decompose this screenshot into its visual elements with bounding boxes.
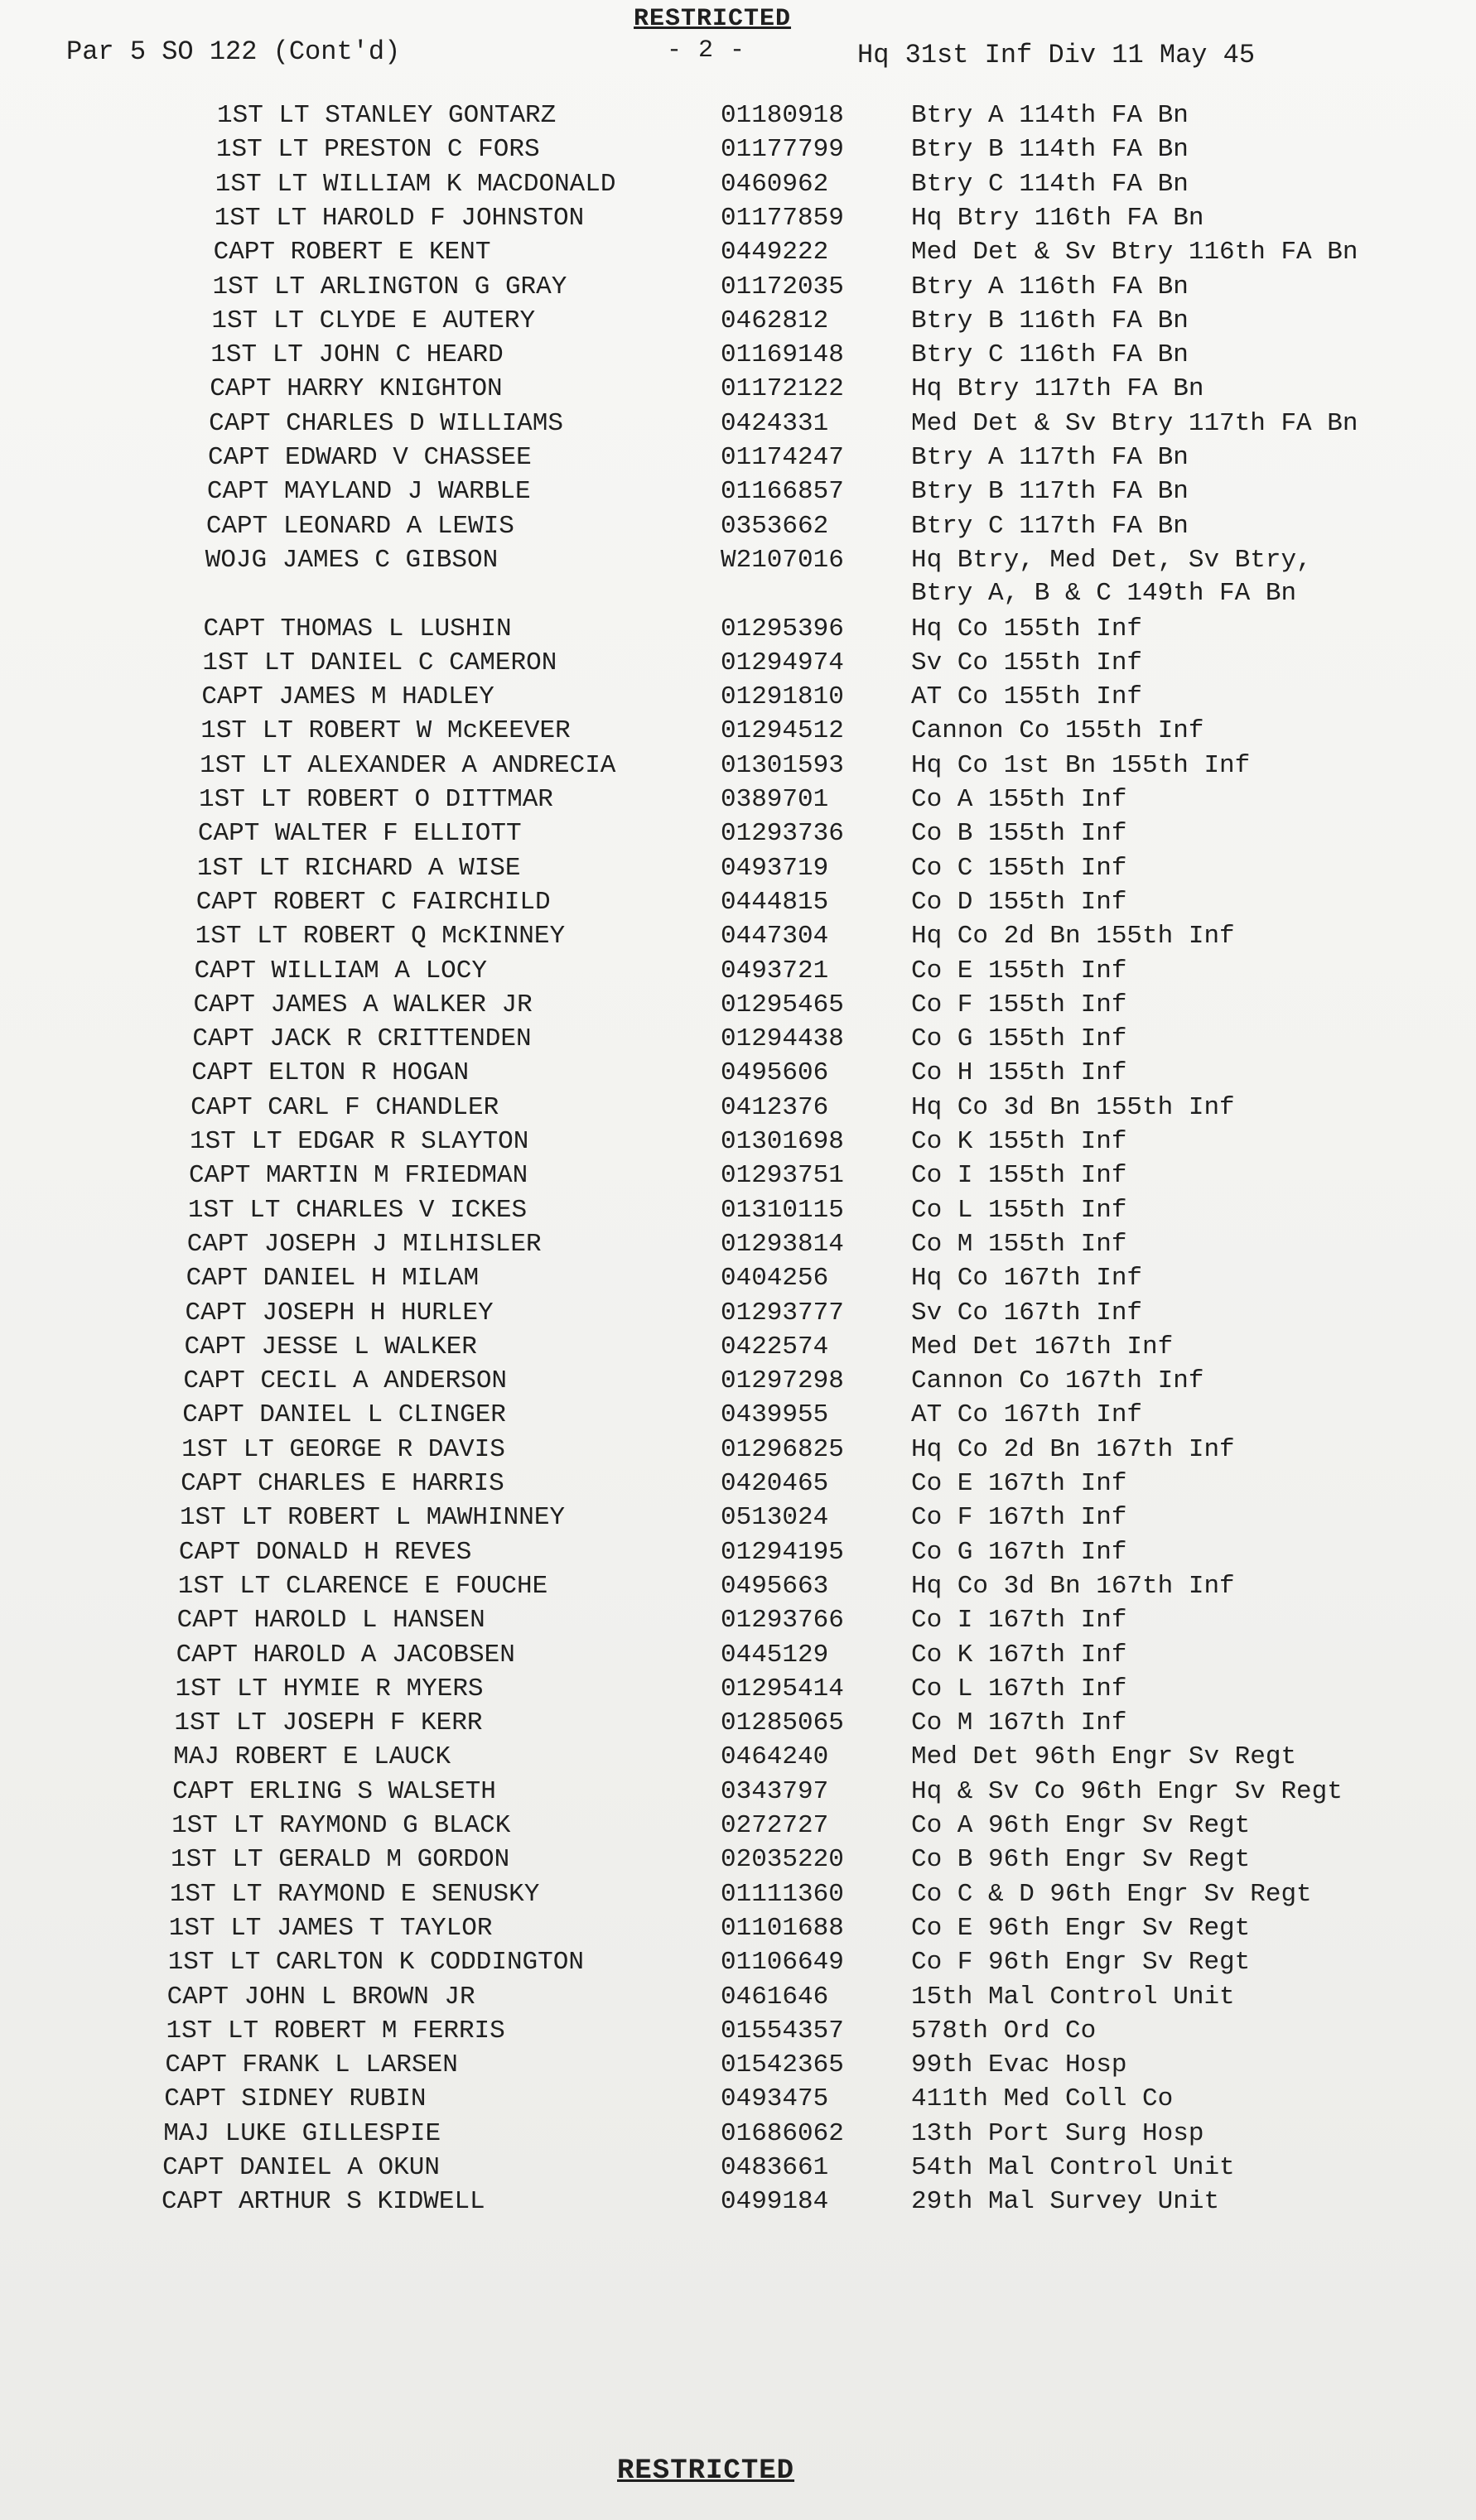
assigned-unit: Co D 155th Inf [910,887,1127,917]
assigned-unit: Hq Btry 116th FA Bn [910,203,1204,233]
serial-number: 01285065 [720,1708,844,1738]
assigned-unit: Co F 96th Engr Sv Regt [910,1948,1251,1978]
assigned-unit: Co E 155th Inf [910,956,1127,985]
roster-row [164,2083,1459,2116]
assigned-unit: Co E 167th Inf [910,1469,1127,1498]
assigned-unit: Hq Co 2d Bn 167th Inf [910,1434,1235,1464]
roster-row [175,1673,1459,1706]
roster-row [214,236,1459,269]
officer-name: CAPT JOSEPH J MILHISLER [186,1229,542,1259]
assigned-unit: Med Det 96th Engr Sv Regt [910,1742,1297,1772]
serial-number: 01177799 [720,135,844,165]
serial-number: 0462812 [720,306,829,335]
serial-number: 0389701 [720,785,829,814]
assigned-unit: Cannon Co 155th Inf [910,716,1204,746]
assigned-unit: Co A 155th Inf [910,785,1127,814]
roster-row [195,955,1459,988]
serial-number: 01686062 [720,2118,844,2148]
roster-row [197,852,1459,885]
restricted-footer: RESTRICTED [617,2455,795,2487]
roster-row [174,1707,1459,1740]
roster-row [181,1433,1459,1467]
roster-row [182,1399,1459,1432]
serial-number: 01294195 [720,1537,844,1567]
assigned-unit: Med Det & Sv Btry 116th FA Bn [910,238,1358,267]
roster-row [183,1365,1459,1398]
headquarters-date: Hq 31st Inf Div 11 May 45 [857,40,1256,70]
roster-row [187,1228,1459,1261]
officer-name: 1ST LT RICHARD A WISE [196,853,521,883]
serial-number: 0493475 [720,2084,829,2114]
officer-name: WOJG JAMES C GIBSON [205,545,499,575]
officer-name: CAPT JOHN L BROWN JR [166,1982,475,2012]
roster-row [193,989,1459,1022]
serial-number: 0439955 [720,1400,829,1430]
roster-row [162,2185,1459,2219]
roster-row [201,681,1459,714]
assigned-unit: Med Det 167th Inf [910,1332,1174,1361]
assigned-unit: Btry C 116th FA Bn [910,340,1189,370]
officer-name: 1ST LT ROBERT L MAWHINNEY [179,1503,566,1533]
assigned-unit: Co I 155th Inf [910,1161,1127,1191]
officer-name: 1ST LT JOHN C HEARD [210,340,504,370]
officer-name: 1ST LT JOSEPH F KERR [174,1708,483,1738]
assigned-unit: 29th Mal Survey Unit [911,2187,1220,2217]
assigned-unit: Co M 155th Inf [910,1229,1127,1259]
assigned-unit: Co M 167th Inf [910,1708,1127,1738]
assigned-unit: Hq Btry 117th FA Bn [910,374,1204,404]
roster-row [205,544,1459,608]
serial-number: 01295414 [720,1674,844,1703]
roster-row [173,1741,1459,1774]
officer-name: 1ST LT RAYMOND G BLACK [171,1811,511,1840]
serial-number: 0447304 [720,922,829,952]
officer-name: 1ST LT ARLINGTON G GRAY [212,272,567,301]
roster-row [210,339,1459,372]
roster-row [186,1297,1459,1330]
officer-name: CAPT DANIEL L CLINGER [182,1400,506,1430]
serial-number: 0483661 [720,2153,829,2182]
roster-row [186,1262,1459,1295]
serial-number: 01169148 [720,340,844,370]
roster-row [179,1536,1459,1569]
serial-number: 01294512 [720,716,844,746]
assigned-unit: Co G 155th Inf [910,1024,1127,1054]
officer-name: 1ST LT CLYDE E AUTERY [211,306,536,335]
roster-row [181,1467,1459,1501]
assigned-unit: AT Co 155th Inf [910,682,1143,712]
serial-number: 0343797 [720,1776,829,1806]
officer-name: CAPT ELTON R HOGAN [191,1058,470,1088]
officer-name: CAPT CECIL A ANDERSON [183,1366,508,1396]
officer-name: CAPT HAROLD A JACOBSEN [176,1640,515,1670]
serial-number: 01293736 [720,819,844,849]
assigned-unit: Co H 155th Inf [910,1058,1127,1088]
officer-name: CAPT JACK R CRITTENDEN [192,1024,532,1054]
assigned-unit: Med Det & Sv Btry 117th FA Bn [910,408,1358,438]
assigned-unit: Hq Btry, Med Det, Sv Btry, [910,545,1312,575]
roster-row [198,817,1459,850]
assigned-unit: Hq Co 3d Bn 167th Inf [910,1571,1235,1601]
assigned-unit: Co C & D 96th Engr Sv Regt [910,1879,1312,1909]
assigned-unit: Co K 155th Inf [910,1127,1127,1156]
serial-number: 02035220 [720,1845,844,1875]
officer-name: 1ST LT ROBERT O DITTMAR [199,785,553,814]
officer-name: CAPT MARTIN M FRIEDMAN [188,1161,528,1191]
serial-number: 0404256 [720,1264,829,1294]
roster-row [180,1501,1459,1535]
assigned-unit: Co B 155th Inf [910,819,1127,849]
officer-name: CAPT ROBERT E KENT [213,238,491,267]
serial-number: 0444815 [720,887,829,917]
assigned-unit: Cannon Co 167th Inf [910,1366,1204,1396]
roster-row [208,441,1459,475]
serial-number: 01293766 [720,1606,844,1636]
assigned-unit: Btry A 116th FA Bn [910,272,1189,301]
officer-name: CAPT JOSEPH H HURLEY [185,1298,494,1327]
officer-name: CAPT JAMES A WALKER JR [193,990,533,1019]
officer-name: CAPT CARL F CHANDLER [191,1092,499,1122]
officer-name: CAPT JAMES M HADLEY [201,682,494,712]
officer-name: 1ST LT GERALD M GORDON [170,1845,510,1875]
serial-number: 0412376 [720,1092,829,1122]
serial-number: 0495663 [720,1571,829,1601]
officer-name: CAPT ERLING S WALSETH [172,1776,496,1806]
assigned-unit: Co K 167th Inf [910,1640,1127,1670]
assigned-unit: AT Co 167th Inf [910,1400,1143,1430]
officer-name: CAPT CHARLES D WILLIAMS [209,408,563,438]
officer-name: CAPT ARTHUR S KIDWELL [162,2187,485,2217]
serial-number: 01172122 [720,374,844,404]
serial-number: 01293814 [720,1229,844,1259]
assigned-unit: Co G 167th Inf [910,1537,1127,1567]
assigned-unit: Co L 155th Inf [910,1195,1127,1225]
roster-row [169,1912,1459,1945]
serial-number: 01291810 [720,682,844,712]
officer-name: CAPT DANIEL A OKUN [162,2153,440,2182]
roster-row [217,99,1459,133]
officer-name: 1ST LT STANLEY GONTARZ [217,101,557,130]
assigned-unit: Co A 96th Engr Sv Regt [910,1811,1251,1840]
roster-row [165,2049,1459,2082]
officer-name: MAJ ROBERT E LAUCK [173,1742,451,1772]
serial-number: 01295465 [720,990,844,1019]
officer-name: 1ST LT ROBERT W McKEEVER [200,716,571,746]
roster-row [189,1159,1459,1193]
assigned-unit: Sv Co 155th Inf [910,648,1143,677]
serial-number: 0272727 [720,1811,829,1840]
assigned-unit: Btry B 117th FA Bn [910,477,1189,507]
order-reference: Par 5 SO 122 (Cont'd) [66,36,401,67]
serial-number: 01297298 [720,1366,844,1396]
assigned-unit: Btry B 114th FA Bn [910,135,1189,165]
serial-number: 01172035 [720,272,844,301]
officer-name: 1ST LT CLARENCE E FOUCHE [177,1571,548,1601]
assigned-unit: Btry C 114th FA Bn [910,169,1189,199]
officer-name: CAPT CHARLES E HARRIS [181,1469,504,1498]
serial-number: 0424331 [720,408,829,438]
officer-name: CAPT WILLIAM A LOCY [194,956,487,985]
roster-row [199,783,1459,817]
serial-number: 01293751 [720,1161,844,1191]
roster-row [200,715,1459,748]
serial-number: 01101688 [720,1913,844,1943]
officer-name: CAPT DANIEL H MILAM [186,1264,480,1294]
officer-roster [0,99,1476,2418]
serial-number: 0449222 [720,238,829,267]
serial-number: 01295396 [720,614,844,643]
serial-number: 01166857 [720,477,844,507]
assigned-unit: Hq Co 3d Bn 155th Inf [910,1092,1235,1122]
roster-row [195,920,1459,953]
assigned-unit: Btry B 116th FA Bn [910,306,1189,335]
serial-number: W2107016 [720,545,844,575]
serial-number: 01301698 [720,1127,844,1156]
serial-number: 0422574 [720,1332,829,1361]
officer-name: 1ST LT HAROLD F JOHNSTON [214,203,585,233]
officer-name: CAPT MAYLAND J WARBLE [206,477,531,507]
serial-number: 0493719 [720,853,829,883]
roster-row [215,168,1459,201]
officer-name: CAPT EDWARD V CHASSEE [208,443,532,472]
roster-row [213,271,1459,304]
serial-number: 01180918 [721,101,844,130]
officer-name: 1ST LT HYMIE R MYERS [175,1674,484,1703]
officer-name: 1ST LT EDGAR R SLAYTON [190,1127,529,1156]
assigned-unit: Co F 155th Inf [910,990,1127,1019]
roster-row [190,1125,1459,1159]
officer-name: CAPT ROBERT C FAIRCHILD [195,887,551,917]
roster-row [163,2118,1459,2151]
assigned-unit: Sv Co 167th Inf [910,1298,1143,1327]
officer-name: CAPT LEONARD A LEWIS [205,511,514,541]
roster-row [192,1023,1459,1056]
officer-name: 1ST LT ROBERT Q McKINNEY [195,922,566,952]
serial-number: 0445129 [720,1640,829,1670]
officer-name: 1ST LT ALEXANDER A ANDRECIA [200,750,616,780]
officer-name: 1ST LT JAMES T TAYLOR [168,1913,493,1943]
roster-row [170,1878,1459,1911]
serial-number: 01301593 [720,750,844,780]
roster-row [162,2151,1459,2185]
roster-row [207,475,1459,508]
assigned-unit-continuation: Btry A, B & C 149th FA Bn [910,578,1297,608]
roster-row [166,2015,1459,2048]
roster-row [210,373,1459,406]
officer-name: MAJ LUKE GILLESPIE [163,2118,441,2148]
assigned-unit: 54th Mal Control Unit [910,2153,1235,2182]
roster-row [215,202,1459,235]
officer-name: 1ST LT RAYMOND E SENUSKY [169,1879,540,1909]
restricted-header: RESTRICTED [634,5,792,33]
serial-number: 0353662 [720,511,829,541]
serial-number: 0420465 [720,1469,829,1498]
roster-row [178,1570,1459,1603]
assigned-unit: Hq Co 1st Bn 155th Inf [910,750,1251,780]
roster-row [202,647,1459,680]
assigned-unit: Co L 167th Inf [910,1674,1127,1703]
officer-name: 1ST LT CARLTON K CODDINGTON [167,1948,584,1978]
assigned-unit: Co F 167th Inf [910,1503,1127,1533]
officer-name: CAPT SIDNEY RUBIN [164,2084,427,2114]
roster-row [191,1057,1459,1090]
roster-row [188,1194,1459,1227]
serial-number: 01554357 [720,2016,844,2045]
assigned-unit: Btry A 114th FA Bn [911,101,1189,130]
officer-name: 1ST LT WILLIAM K MACDONALD [215,169,616,199]
serial-number: 01310115 [720,1195,844,1225]
assigned-unit: Co E 96th Engr Sv Regt [910,1913,1251,1943]
officer-name: CAPT HAROLD L HANSEN [176,1606,485,1636]
assigned-unit: 15th Mal Control Unit [910,1982,1235,2012]
officer-name: CAPT HARRY KNIGHTON [210,374,503,404]
assigned-unit: Co B 96th Engr Sv Regt [910,1845,1251,1875]
roster-row [216,133,1459,166]
page-number: - 2 - [667,36,746,65]
serial-number: 0461646 [720,1982,829,2012]
serial-number: 01174247 [720,443,844,472]
serial-number: 01294438 [720,1024,844,1054]
serial-number: 0495606 [720,1058,829,1088]
assigned-unit: Co I 167th Inf [910,1606,1127,1636]
assigned-unit: 13th Port Surg Hosp [910,2118,1204,2148]
roster-row [176,1639,1459,1672]
officer-name: 1ST LT GEORGE R DAVIS [181,1434,505,1464]
serial-number: 01293777 [720,1298,844,1327]
officer-name: CAPT WALTER F ELLIOTT [197,819,522,849]
roster-row [177,1604,1459,1637]
roster-row [196,886,1459,919]
serial-number: 0513024 [720,1503,829,1533]
officer-name: 1ST LT CHARLES V ICKES [187,1195,528,1225]
roster-row [200,749,1459,783]
serial-number: 0460962 [720,169,829,199]
roster-row [211,305,1459,338]
roster-row [171,1809,1459,1843]
roster-row [172,1776,1459,1809]
assigned-unit: Hq Co 155th Inf [910,614,1143,643]
serial-number: 0464240 [720,1742,829,1772]
officer-name: CAPT JESSE L WALKER [184,1332,477,1361]
roster-row [171,1843,1459,1877]
serial-number: 01294974 [720,648,844,677]
assigned-unit: Hq & Sv Co 96th Engr Sv Regt [910,1776,1343,1806]
assigned-unit: Btry C 117th FA Bn [910,511,1189,541]
assigned-unit: Co C 155th Inf [910,853,1127,883]
assigned-unit: Hq Co 2d Bn 155th Inf [910,922,1235,952]
serial-number: 01296825 [720,1434,844,1464]
roster-row [191,1091,1459,1125]
serial-number: 01542365 [720,2050,844,2080]
serial-number: 01106649 [720,1948,844,1978]
officer-name: 1ST LT ROBERT M FERRIS [166,2016,505,2045]
assigned-unit: Btry A 117th FA Bn [910,443,1189,472]
roster-row [184,1331,1459,1364]
assigned-unit: 99th Evac Hosp [910,2050,1127,2080]
assigned-unit: 578th Ord Co [910,2016,1097,2045]
officer-name: CAPT DONALD H REVES [178,1537,472,1567]
officer-name: 1ST LT DANIEL C CAMERON [202,648,557,677]
roster-row [167,1981,1459,2014]
assigned-unit: 411th Med Coll Co [910,2084,1174,2114]
serial-number: 01111360 [720,1879,844,1909]
officer-name: CAPT FRANK L LARSEN [165,2050,458,2080]
roster-row [168,1946,1459,1979]
roster-row [206,510,1459,543]
assigned-unit: Hq Co 167th Inf [910,1264,1143,1294]
serial-number: 0493721 [720,956,829,985]
officer-name: 1ST LT PRESTON C FORS [215,135,540,165]
officer-name: CAPT THOMAS L LUSHIN [203,614,512,643]
roster-row [204,613,1459,646]
serial-number: 01177859 [720,203,844,233]
roster-row [209,407,1459,441]
serial-number: 0499184 [721,2187,829,2217]
